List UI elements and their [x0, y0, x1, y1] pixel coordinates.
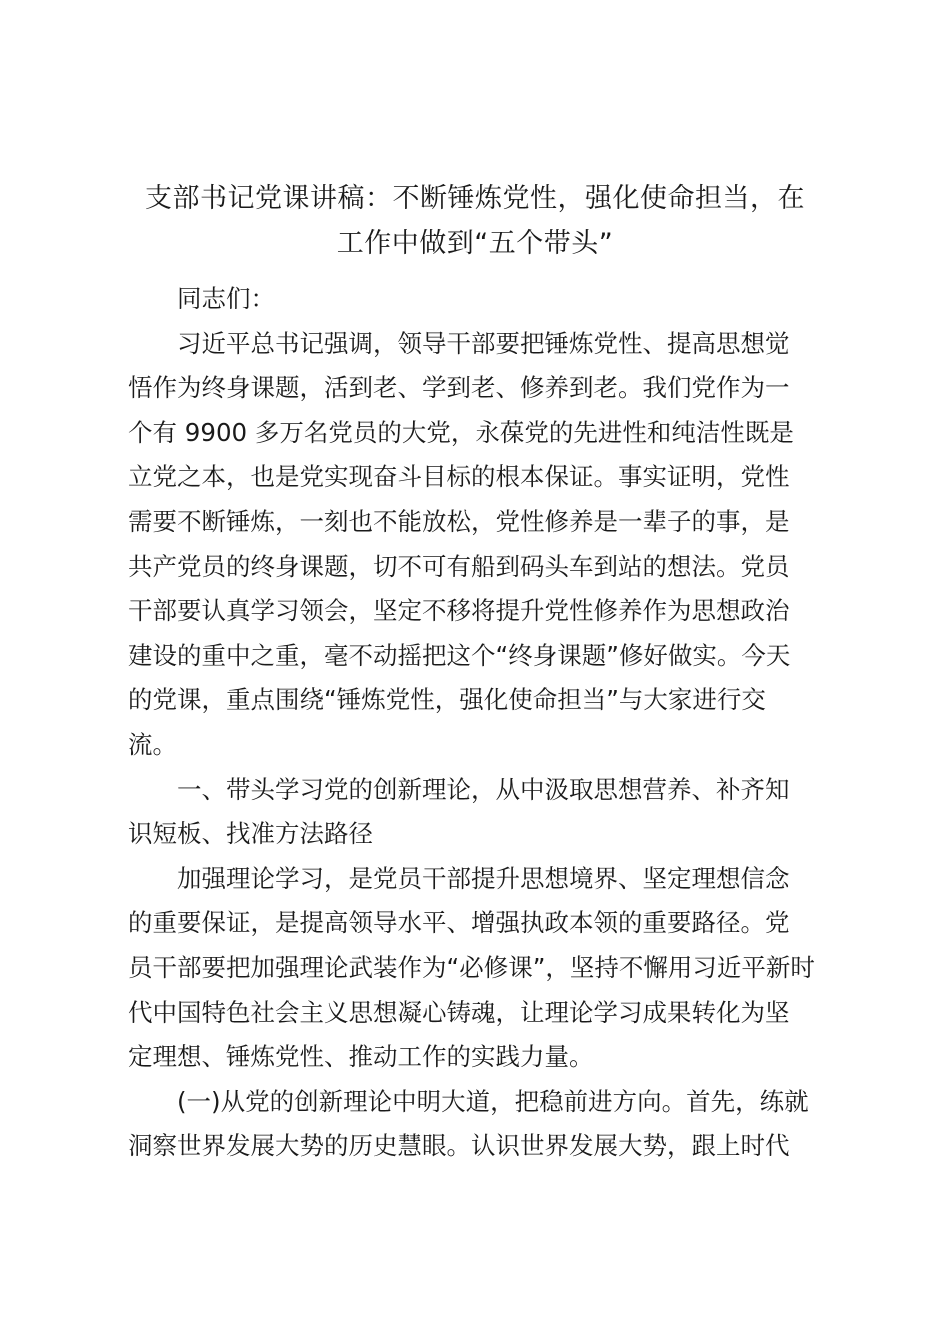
- document-title: [100, 176, 850, 266]
- subsection-paragraph: [128, 1080, 822, 1169]
- text-line: 定理想、锤炼党性、推动工作的实践力量。: [128, 1042, 594, 1072]
- text-line: 个有 9900 多万名党员的大党，永葆党的先进性和纯洁性既是: [128, 417, 794, 447]
- text-line: 建设的重中之重，毫不动摇把这个“终身课题”修好做实。今天: [128, 640, 791, 670]
- text-line: 共产党员的终身课题，切不可有船到码头车到站的想法。党员: [128, 551, 790, 581]
- text-line: 悟作为终身课题，活到老、学到老、修养到老。我们党作为一: [128, 373, 790, 403]
- text-line: 代中国特色社会主义思想凝心铸魂，让理论学习成果转化为坚: [128, 997, 790, 1027]
- text-line: 立党之本，也是党实现奋斗目标的根本保证。事实证明，党性: [128, 462, 790, 492]
- text-line: 干部要认真学习领会，坚定不移将提升党性修养作为思想政治: [128, 596, 790, 626]
- text-line: 洞察世界发展大势的历史慧眼。认识世界发展大势，跟上时代: [128, 1131, 790, 1161]
- text-line: 的重要保证，是提高领导水平、增强执政本领的重要路径。党: [128, 908, 790, 938]
- body-paragraph: [128, 857, 822, 1080]
- text-line: 需要不断锤炼，一刻也不能放松，党性修养是一辈子的事，是: [128, 506, 790, 536]
- section-heading: [128, 768, 822, 857]
- text-line: 一、带头学习党的创新理论，从中汲取思想营养、补齐知: [177, 774, 790, 804]
- intro-paragraph: [128, 322, 822, 768]
- text-line: 识短板、找准方法路径: [128, 819, 373, 849]
- text-line: 同志们：: [177, 284, 275, 313]
- text-line: 流。: [128, 729, 177, 759]
- salutation-paragraph: [128, 277, 822, 322]
- document-body: [128, 277, 822, 1169]
- text-line: 员干部要把加强理论武装作为“必修课”，坚持不懈用习近平新时: [128, 952, 815, 982]
- text-line: (一)从党的创新理论中明大道，把稳前进方向。首先，练就: [177, 1086, 809, 1116]
- title-line: 支部书记党课讲稿：不断锤炼党性，强化使命担当，在: [145, 183, 805, 214]
- title-line: 工作中做到“五个带头”: [336, 228, 614, 259]
- text-line: 习近平总书记强调，领导干部要把锤炼党性、提高思想觉: [177, 328, 790, 358]
- text-line: 的党课，重点围绕“锤炼党性，强化使命担当”与大家进行交: [128, 685, 766, 715]
- text-line: 加强理论学习，是党员干部提升思想境界、坚定理想信念: [177, 863, 790, 893]
